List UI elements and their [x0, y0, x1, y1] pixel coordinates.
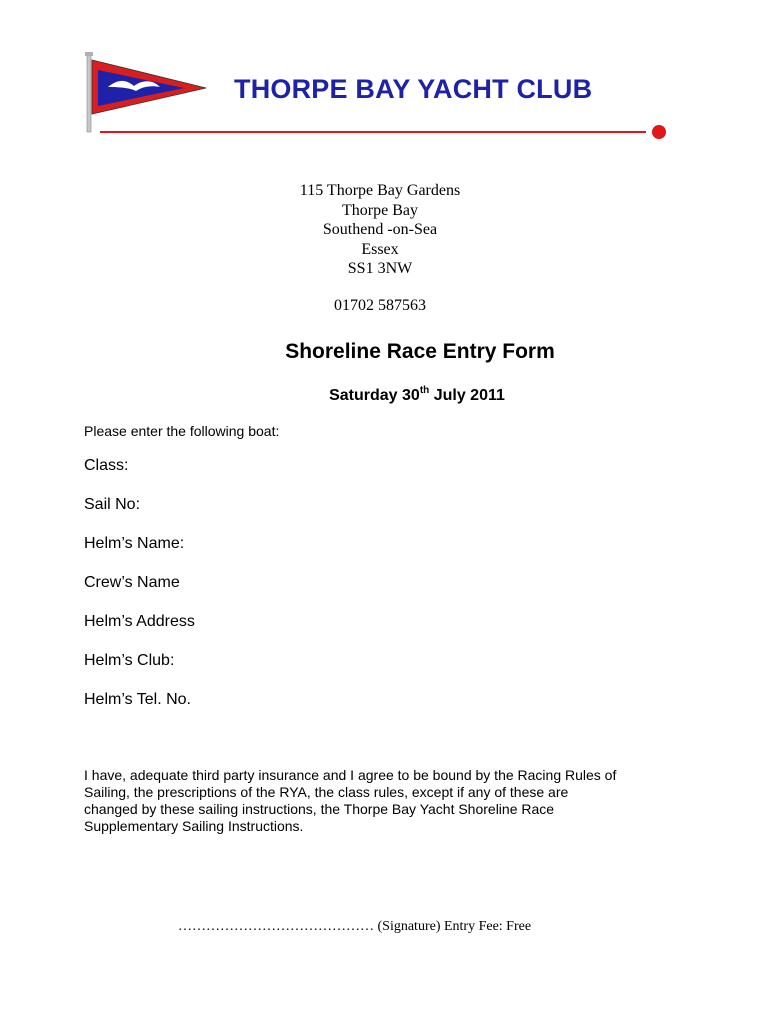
declaration-line: I have, adequate third party insurance and I agree to be bound by the Racing Rules of — [84, 767, 617, 783]
header-divider-line — [100, 123, 670, 139]
form-title: Shoreline Race Entry Form — [285, 340, 555, 363]
declaration-line: Supplementary Sailing Instructions. — [84, 818, 304, 834]
address-line: Essex — [361, 240, 399, 258]
race-date-month-year: July 2011 — [429, 387, 505, 404]
race-date-ordinal: th — [419, 385, 430, 396]
club-phone: 01702 587563 — [334, 297, 426, 314]
address-line: Southend -on-Sea — [322, 221, 438, 239]
entry-fields — [84, 456, 195, 729]
race-date-day: Saturday 30 — [329, 387, 420, 404]
field-class[interactable]: Class: — [84, 457, 129, 474]
field-helm-name[interactable]: Helm’s Name: — [84, 535, 185, 552]
field-sail-no[interactable]: Sail No: — [84, 496, 141, 513]
field-helm-address[interactable]: Helm’s Address — [84, 613, 195, 630]
address-line: SS1 3NW — [347, 260, 413, 278]
race-date — [200, 385, 634, 405]
address-line: Thorpe Bay — [342, 201, 418, 219]
club-name-heading: THORPE BAY YACHT CLUB — [234, 74, 593, 104]
declaration-line: Sailing, the prescriptions of the RYA, the class rules, except if any of these are — [84, 784, 569, 800]
declaration-text — [84, 767, 684, 835]
signature-line[interactable]: …………………………………… (Signature) Entry Fee: Free — [178, 919, 532, 934]
field-helm-club[interactable]: Helm’s Club: — [84, 652, 175, 669]
field-crew-name[interactable]: Crew’s Name — [84, 574, 180, 591]
address-line: 115 Thorpe Bay Gardens — [299, 182, 461, 199]
field-helm-tel[interactable]: Helm’s Tel. No. — [84, 691, 191, 708]
declaration-line: changed by these sailing instructions, the Thorpe Bay Yacht Shoreline Race — [84, 801, 555, 817]
form-intro: Please enter the following boat: — [84, 423, 280, 439]
club-address — [230, 181, 530, 279]
